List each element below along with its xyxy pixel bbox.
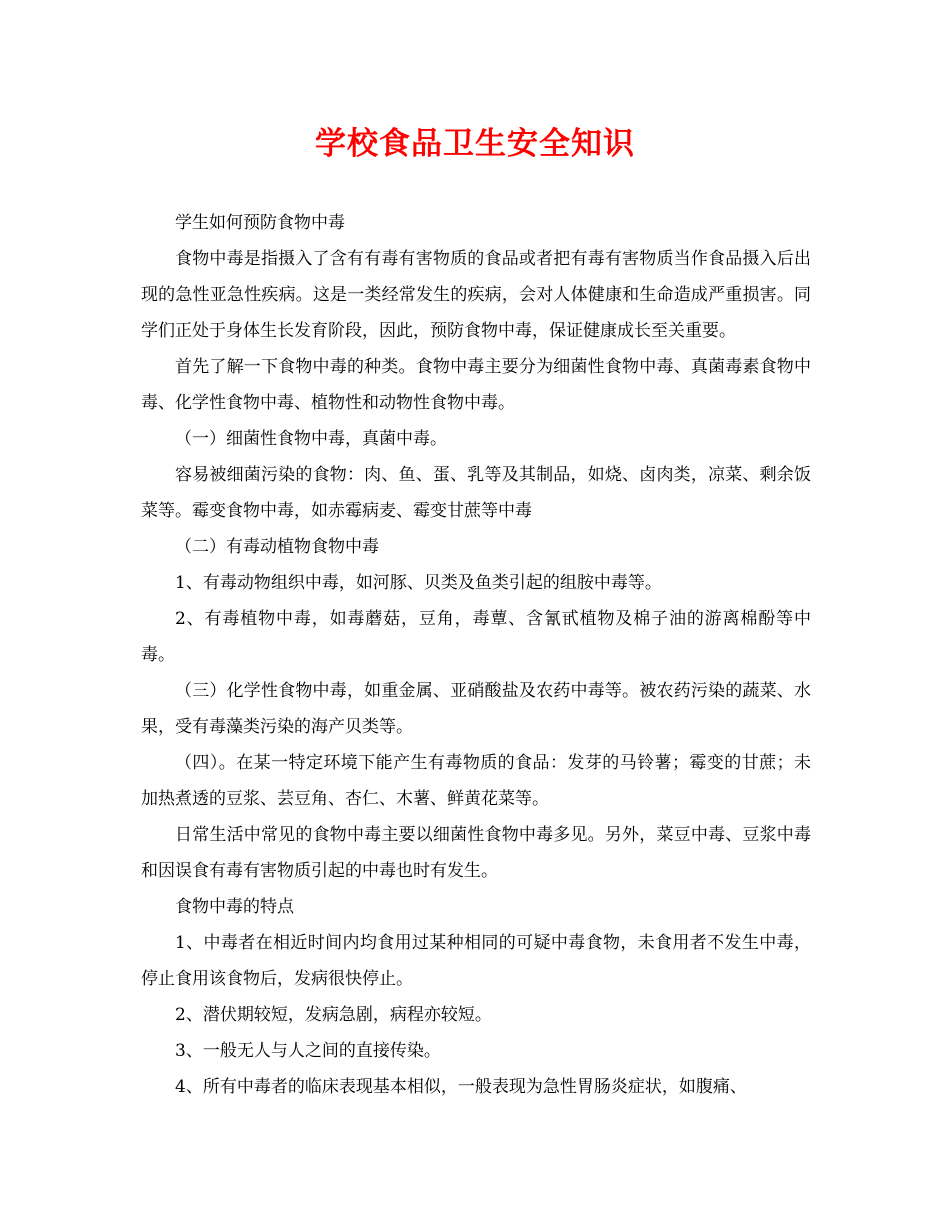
paragraph-type-2-item-2: 2、有毒植物中毒，如毒蘑菇，豆角，毒蕈、含氰甙植物及棉子油的游离棉酚等中毒。 <box>141 609 811 665</box>
paragraph-types-intro: 首先了解一下食物中毒的种类。食物中毒主要分为细菌性食物中毒、真菌毒素食物中毒、化学性食物中毒、植物性和动物性食物中毒。 <box>141 357 811 413</box>
paragraph-type-3: （三）化学性食物中毒，如重金属、亚硝酸盐及农药中毒等。被农药污染的蔬菜、水果，受有毒藻类污染的海产贝类等。 <box>141 681 811 737</box>
paragraph-characteristic-3: 3、一般无人与人之间的直接传染。 <box>175 1041 441 1061</box>
document-title: 学校食品卫生安全知识 <box>315 126 635 162</box>
paragraph-characteristic-2: 2、潜伏期较短，发病急剧，病程亦较短。 <box>175 1005 492 1025</box>
paragraph-characteristic-4: 4、所有中毒者的临床表现基本相似，一般表现为急性胃肠炎症状，如腹痛、 <box>175 1077 747 1097</box>
paragraph-type-2-item-1: 1、有毒动物组织中毒，如河豚、贝类及鱼类引起的组胺中毒等。 <box>175 573 662 593</box>
paragraph-characteristic-1: 1、中毒者在相近时间内均食用过某种相同的可疑中毒食物，未食用者不发生中毒，停止食用该食物后，发病很快停止。 <box>141 933 811 989</box>
paragraph-type-1-detail: 容易被细菌污染的食物：肉、鱼、蛋、乳等及其制品，如烧、卤肉类，凉菜、剩余饭菜等。霉变食物中毒，如赤霉病麦、霉变甘蔗等中毒 <box>141 465 811 521</box>
paragraph-type-1-heading: （一）细菌性食物中毒，真菌中毒。 <box>175 429 447 449</box>
paragraph-definition: 食物中毒是指摄入了含有有毒有害物质的食品或者把有毒有害物质当作食品摄入后出现的急性亚急性疾病。这是一类经常发生的疾病，会对人体健康和生命造成严重损害。同学们正处于身体生长发育阶段，因此，预防食物中毒，保证健康成长至关重要。 <box>141 249 811 341</box>
paragraph-heading-characteristics: 食物中毒的特点 <box>175 897 294 917</box>
paragraph-type-2-heading: （二）有毒动植物食物中毒 <box>175 537 379 557</box>
paragraph-common-cases: 日常生活中常见的食物中毒主要以细菌性食物中毒多见。另外，菜豆中毒、豆浆中毒和因误食有毒有害物质引起的中毒也时有发生。 <box>141 825 811 881</box>
paragraph-type-4: （四）。在某一特定环境下能产生有毒物质的食品：发芽的马铃薯；霉变的甘蔗；未加热煮透的豆浆、芸豆角、杏仁、木薯、鲜黄花菜等。 <box>141 753 811 809</box>
document-body <box>141 205 811 1105</box>
paragraph-heading-prevention: 学生如何预防食物中毒 <box>175 213 345 233</box>
